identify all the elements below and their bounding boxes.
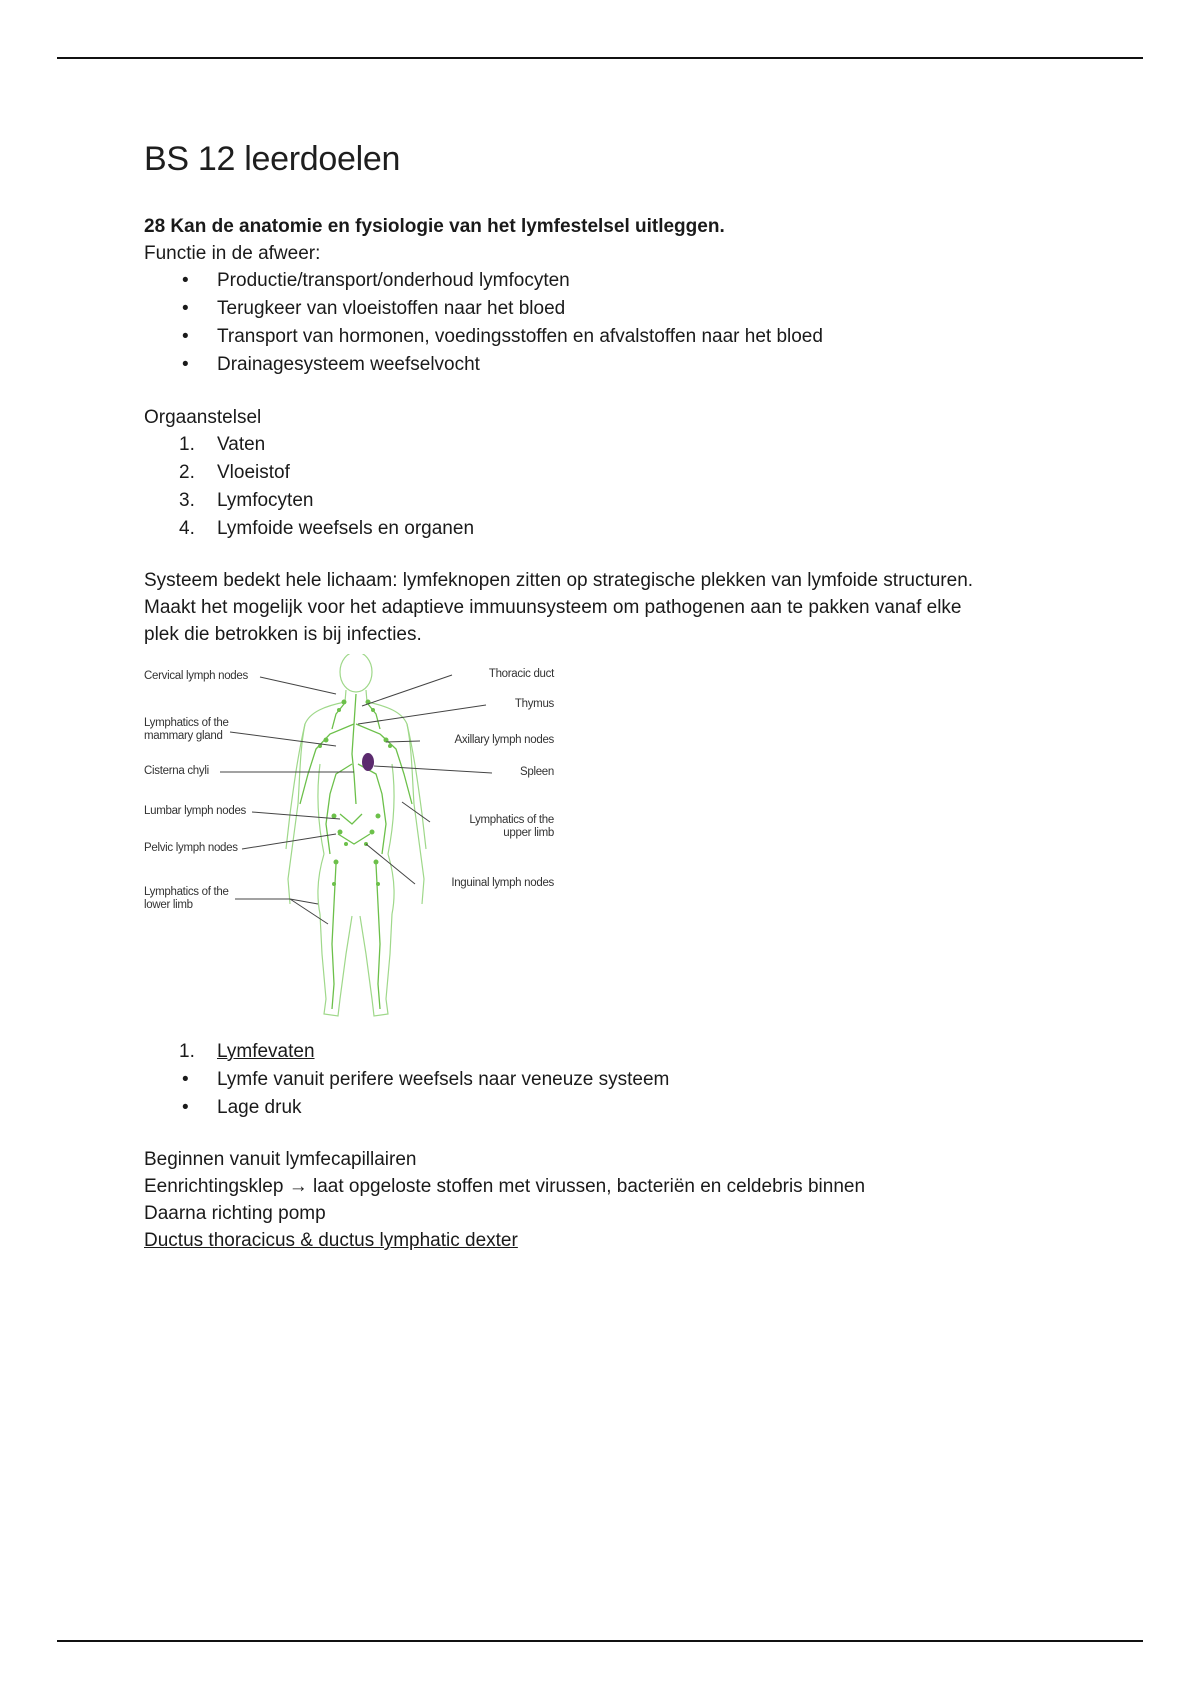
list-item: 1. Vaten bbox=[179, 434, 266, 455]
list-item: 1. Lymfevaten bbox=[179, 1041, 315, 1062]
label-cervical: Cervical lymph nodes bbox=[144, 670, 248, 682]
label-spleen: Spleen bbox=[519, 766, 554, 778]
footer-rule bbox=[57, 1640, 1143, 1642]
final-line: Eenrichtingsklep → laat opgeloste stoffen met virussen, bacteriën en celdebris binnen bbox=[144, 1176, 866, 1197]
label-thoracic: Thoracic duct bbox=[488, 668, 554, 680]
document-body bbox=[144, 140, 1074, 1254]
section-heading: 28 Kan de anatomie en fysiologie van het lymfestelsel uitleggen. bbox=[144, 216, 725, 237]
label-axillary: Axillary lymph nodes bbox=[454, 734, 554, 746]
list-item: • Drainagesysteem weefselvocht bbox=[144, 351, 1074, 379]
label-lumbar: Lumbar lymph nodes bbox=[144, 805, 246, 817]
list-item: • Terugkeer van vloeistoffen naar het bloed bbox=[144, 295, 1074, 323]
sub-bullet-list bbox=[144, 1066, 1074, 1122]
sub-numbered-list bbox=[144, 1038, 1074, 1066]
final-underlined-line: Ductus thoracicus & ductus lymphatic dexter bbox=[144, 1230, 518, 1251]
system-text-line: plek die betrokken is bij infecties. bbox=[144, 624, 422, 645]
organ-list bbox=[144, 431, 1074, 543]
list-item: 4. Lymfoide weefsels en organen bbox=[179, 518, 475, 539]
function-intro: Functie in de afweer: bbox=[144, 243, 321, 264]
list-item: • Transport van hormonen, voedingsstoffen en afvalstoffen naar het bloed bbox=[144, 323, 1074, 351]
spleen-mark bbox=[362, 753, 374, 771]
bullet-icon: • bbox=[182, 1097, 189, 1118]
label-mammary: Lymphatics of the mammary gland bbox=[144, 717, 229, 742]
system-text-line: Systeem bedekt hele lichaam: lymfeknopen zitten op strategische plekken van lymfoide structuren. bbox=[144, 570, 974, 591]
function-list bbox=[144, 267, 1074, 379]
bullet-icon: • bbox=[182, 298, 189, 319]
label-thymus: Thymus bbox=[514, 698, 554, 710]
list-item: • Lage druk bbox=[144, 1094, 1074, 1122]
label-upper-limb: Lymphatics of the upper limb bbox=[469, 814, 554, 839]
lymphatic-system-figure bbox=[140, 654, 560, 1024]
page-title: BS 12 leerdoelen bbox=[144, 140, 401, 178]
bullet-icon: • bbox=[182, 354, 189, 375]
bullet-icon: • bbox=[182, 270, 189, 291]
bullet-icon: • bbox=[182, 1069, 189, 1090]
list-item: • Lymfe vanuit perifere weefsels naar veneuze systeem bbox=[144, 1066, 1074, 1094]
organ-heading: Orgaanstelsel bbox=[144, 407, 262, 428]
final-line: Daarna richting pomp bbox=[144, 1203, 326, 1224]
list-item: 3. Lymfocyten bbox=[179, 490, 314, 511]
label-lower-limb: Lymphatics of the lower limb bbox=[144, 886, 229, 911]
list-item: 2. Vloeistof bbox=[179, 462, 290, 483]
label-pelvic: Pelvic lymph nodes bbox=[144, 842, 238, 854]
label-inguinal: Inguinal lymph nodes bbox=[451, 877, 554, 889]
label-cisterna: Cisterna chyli bbox=[144, 765, 209, 777]
final-line: Beginnen vanuit lymfecapillairen bbox=[144, 1149, 417, 1170]
header-rule bbox=[57, 57, 1143, 59]
system-text-line: Maakt het mogelijk voor het adaptieve immuunsysteem om pathogenen aan te pakken vanaf elke bbox=[144, 597, 962, 618]
bullet-icon: • bbox=[182, 326, 189, 347]
list-item: • Productie/transport/onderhoud lymfocyten bbox=[144, 267, 1074, 295]
